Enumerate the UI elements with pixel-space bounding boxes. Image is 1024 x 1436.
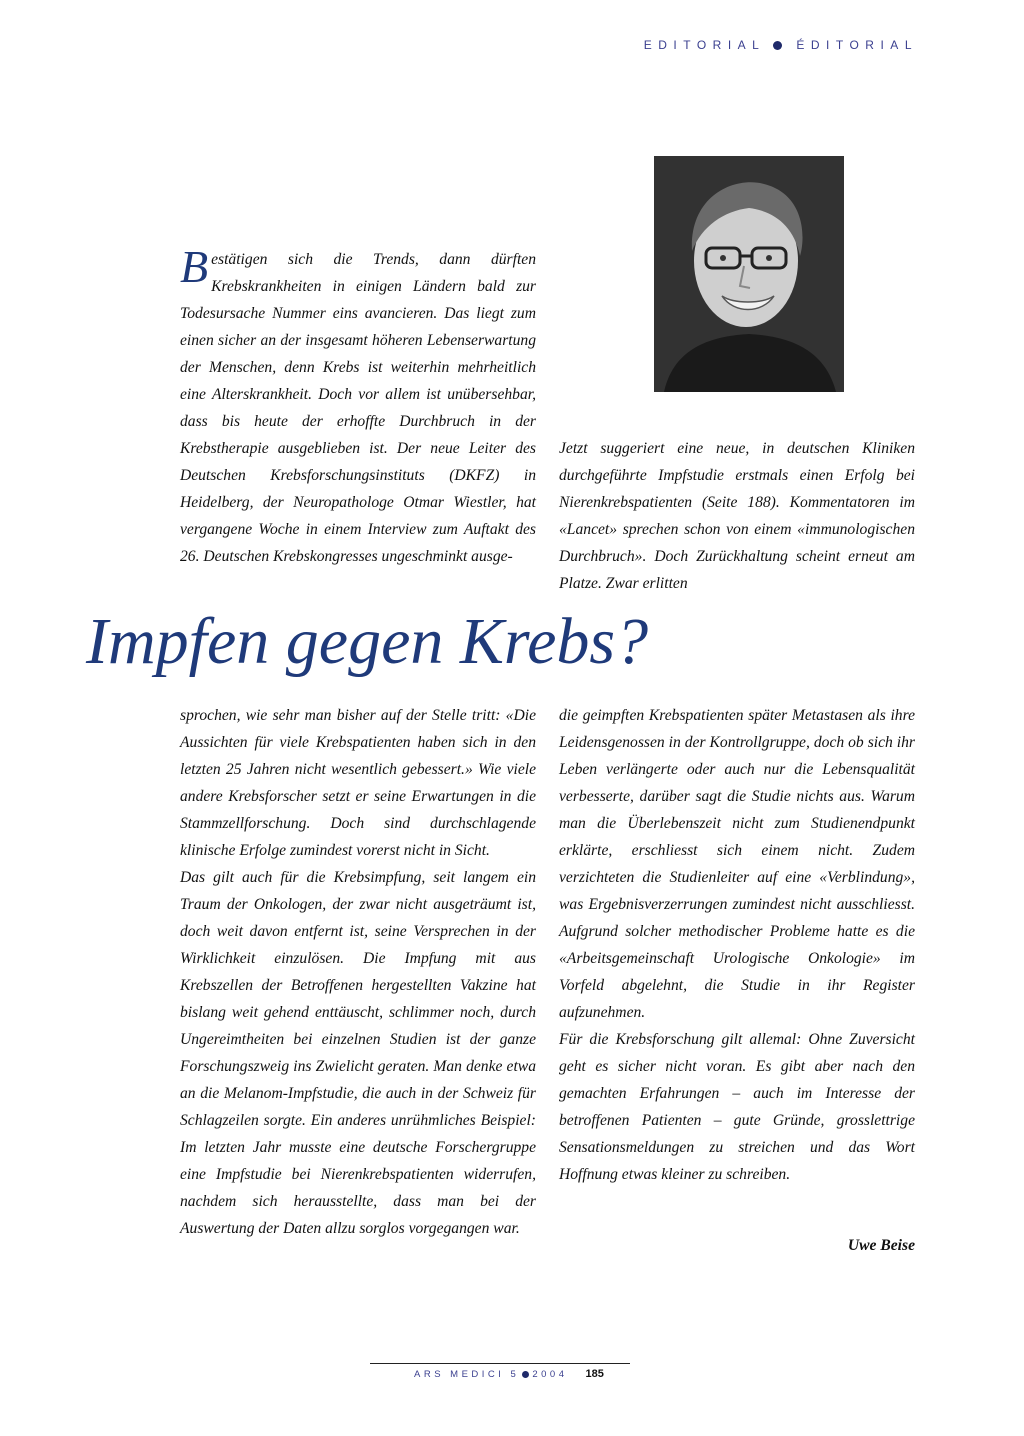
journal-year: 2004 [532, 1368, 568, 1380]
drop-cap: B [180, 241, 209, 292]
header-dot-icon [773, 41, 782, 50]
page-footer [414, 1368, 604, 1380]
article-column-1 [180, 241, 536, 570]
column-3-paragraph-2: Das gilt auch für die Krebsimpfung, seit langem ein Traum der Onkologen, der zwar nicht ausgeträumt ist, doch weit davon entfernt ist, seine Versprechen in der Wirklichkeit einzulösen. Die Impfung mit aus Krebszellen der Betroffenen hergestellten Vakzine hat bislang weit gehend enttäuscht, schlimmer noch, durch Ungereimtheiten bei einzelnen Studien ist der ganze Forschungszweig ins Zwielicht geraten. Man denke etwa an die Melanom-Impfstudie, die auch in der Schweiz für Schlagzeilen sorgte. Ein anderes unrühmliches Beispiel: Im letzten Jahr musste eine deutsche Forschergruppe eine Impfstudie bei Nierenkrebspatienten widerrufen, nachdem sich herausstellte, dass man bei der Auswertung der Daten allzu sorglos vorgegangen war. [180, 869, 536, 1237]
column-4-paragraph-1: die geimpften Krebspatienten später Metastasen als ihre Leidensgenossen in der Kontrollgruppe, doch ob sich ihr Leben verlängerte oder auch nur die Lebensqualität verbesserte, darüber sagt die Studie nichts aus. Warum man die Überlebenszeit nicht zum Studienendpunkt erklärte, erschliesst sich einem nicht. Zudem verzichteten die Studienleiter auf eine «Verblindung», was Ergebnisverzerrungen zumindest nicht ausschliesst. Aufgrund solcher methodischer Probleme hatte es die «Arbeitsgemeinschaft Urologische Onkologie» im Vorfeld abgelehnt, die Studie in ihr Register aufzunehmen. [559, 707, 915, 1021]
author-name: Uwe Beise [847, 1237, 915, 1254]
author-photo [654, 156, 844, 392]
article-column-4 [559, 702, 915, 1188]
section-label-de: EDITORIAL [643, 38, 766, 52]
page-number: 185 [585, 1368, 604, 1380]
footer-rule [370, 1363, 630, 1364]
portrait-image [654, 156, 844, 392]
journal-name: ARS MEDICI 5 [414, 1368, 520, 1380]
section-label-fr: ÉDITORIAL [796, 38, 918, 52]
section-header [644, 38, 918, 52]
article-column-2 [559, 435, 915, 597]
footer-dot-icon [522, 1371, 529, 1378]
column-1-text: estätigen sich die Trends, dann dürften Krebskrankheiten in einigen Ländern bald zur Todesursache Nummer eins avancieren. Das liegt zum einen sicher an der insgesamt höheren Lebenserwartung der Menschen, denn Krebs ist weiterhin mehrheitlich eine Alterskrankheit. Doch vor allem ist unübersehbar, dass bis heute der erhoffte Durchbruch in der Krebstherapie ausgeblieben ist. Der neue Leiter des Deutschen Krebsforschungsinstituts (DKFZ) in Heidelberg, der Neuropathologe Otmar Wiestler, hat vergangene Woche in einem Interview zum Auftakt des 26. Deutschen Krebskongresses ungeschminkt ausge- [180, 251, 536, 565]
column-4-paragraph-2: Für die Krebsforschung gilt allemal: Ohne Zuversicht geht es sicher nicht voran. Es gibt aber nach den gemachten Erfahrungen – auch im Interesse der betroffenen Patienten – gute Gründe, grosslettrige Sensationsmeldungen zu streichen und das Wort Hoffnung etwas kleiner zu schreiben. [559, 1031, 915, 1183]
article-column-3 [180, 702, 536, 1242]
column-3-paragraph-1: sprochen, wie sehr man bisher auf der Stelle tritt: «Die Aussichten für viele Krebspatienten haben sich in den letzten 25 Jahren nicht wesentlich gebessert.» Wie viele andere Krebsforscher setzt er seine Erwartungen in die Stammzellforschung. Doch sind durchschlagende klinische Erfolge zumindest vorerst nicht in Sicht. [180, 707, 536, 859]
article-title: Impfen gegen Krebs? [86, 605, 649, 678]
column-2-text: Jetzt suggeriert eine neue, in deutschen Kliniken durchgeführte Impfstudie erstmals einen Erfolg bei Nierenkrebspatienten (Seite 188). Kommentatoren im «Lancet» sprechen schon von einem «immunologischen Durchbruch». Doch Zurückhaltung scheint erneut am Platze. Zwar erlitten [559, 440, 915, 592]
